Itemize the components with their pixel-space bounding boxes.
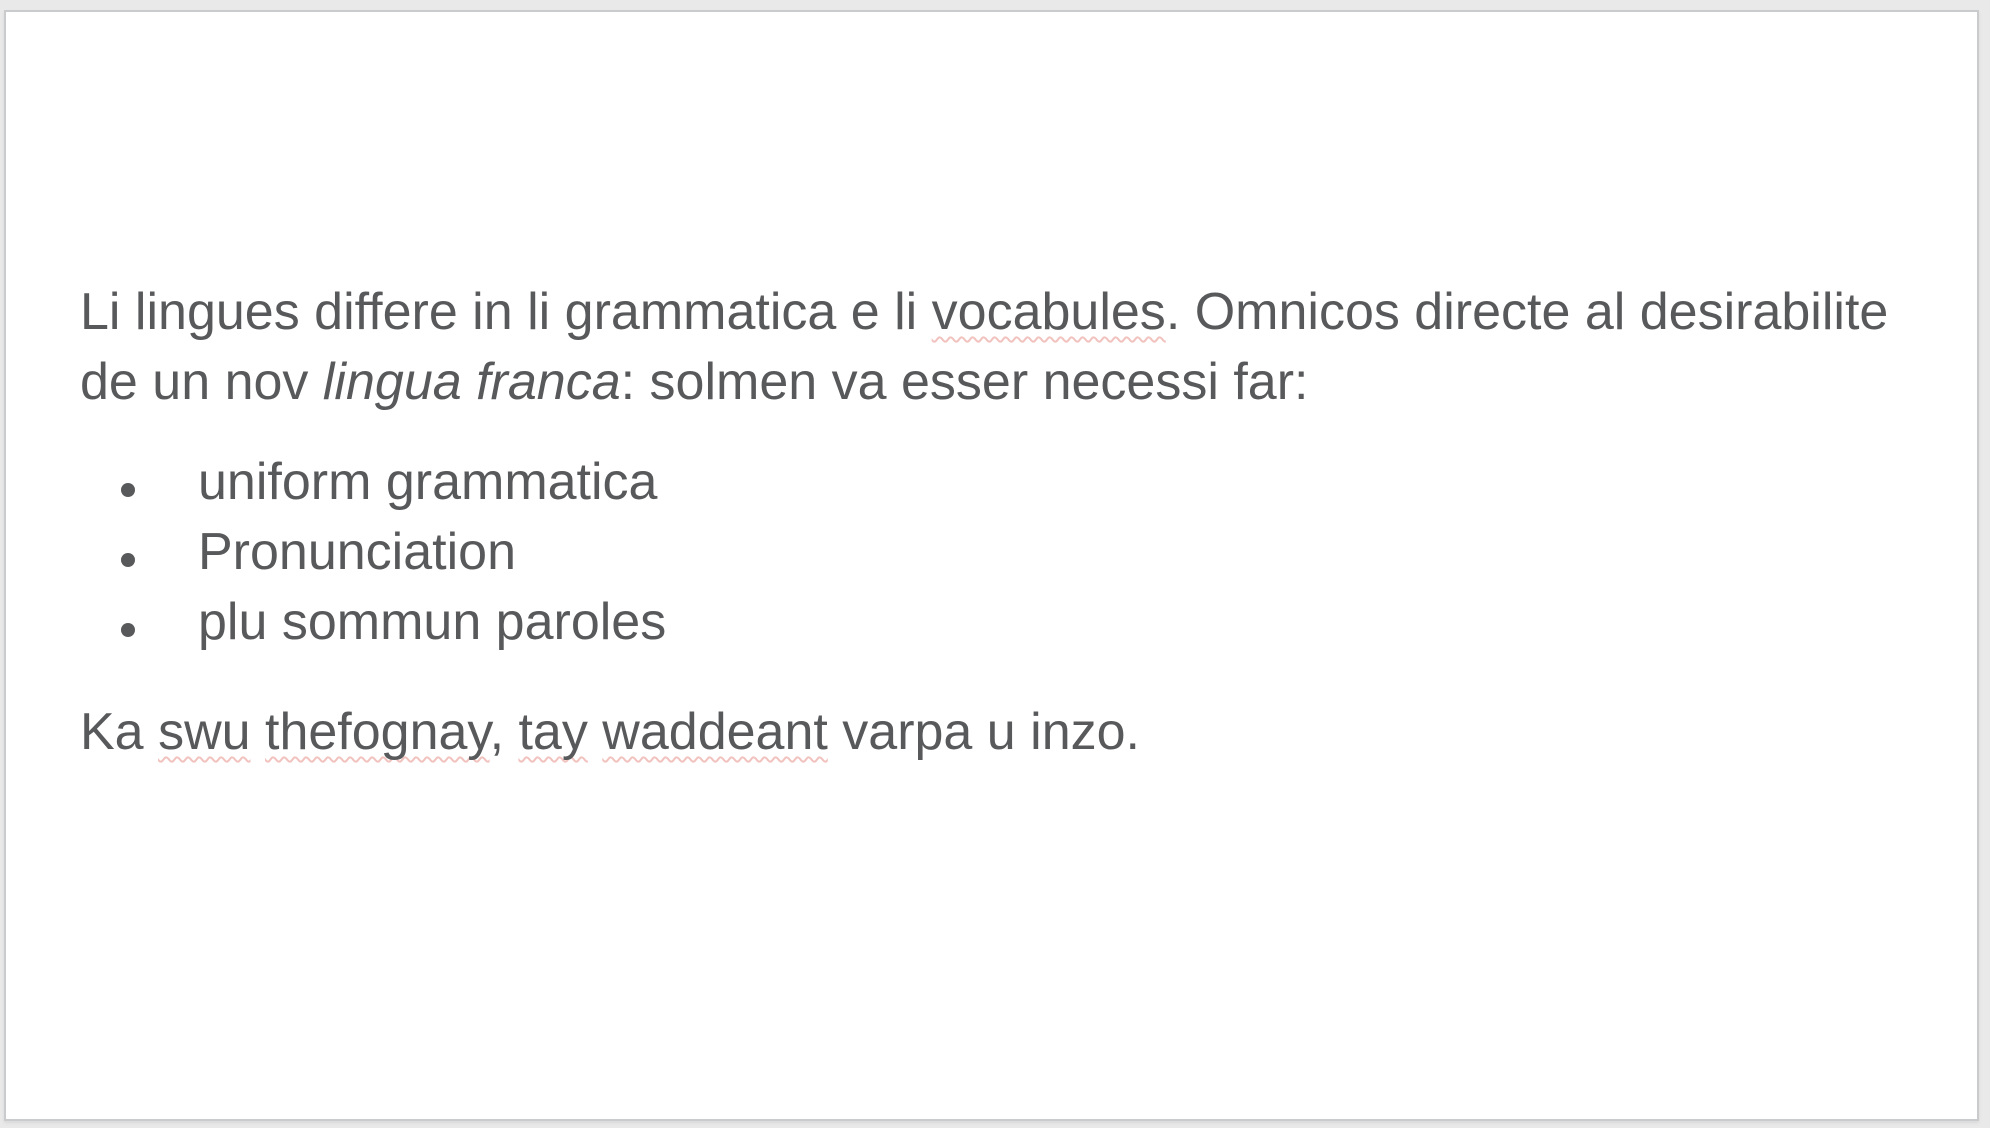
closing-text-segment [588,703,602,761]
body-text-block [80,277,1925,767]
bullet-item-label: Pronunciation [198,523,516,581]
bullet-item [80,587,1925,657]
italic-phrase-lingua-franca: lingua franca [322,353,621,411]
closing-text-segment: varpa u inzo. [827,703,1141,761]
paragraph-intro [80,277,1925,417]
closing-text-segment [251,703,265,761]
misspelled-word-thefognay: thefognay [265,703,490,761]
dot-bullet-icon [121,483,135,497]
dot-bullet-icon [121,553,135,567]
bullet-item [80,517,1925,587]
slide-canvas [4,10,1979,1121]
bullet-item-label: plu sommun paroles [198,593,667,651]
misspelled-word-vocabules: vocabules [931,283,1166,341]
closing-text-segment: Ka [80,703,159,761]
bullet-item-label: uniform grammatica [198,453,658,511]
paragraph-closing [80,697,1925,767]
misspelled-word-waddeant: waddeant [602,703,828,761]
bullet-list [80,447,1925,657]
intro-text-segment: : solmen va esser necessi far: [620,353,1309,411]
bullet-item [80,447,1925,517]
misspelled-word-tay: tay [518,703,588,761]
intro-text-segment: Li lingues differe in li grammatica e li [80,283,932,341]
intro-text-segment: . Omnicos directe al desirabilite de un nov [80,283,1889,411]
dot-bullet-icon [121,623,135,637]
misspelled-word-swu: swu [158,703,251,761]
closing-text-segment: , [489,703,519,761]
